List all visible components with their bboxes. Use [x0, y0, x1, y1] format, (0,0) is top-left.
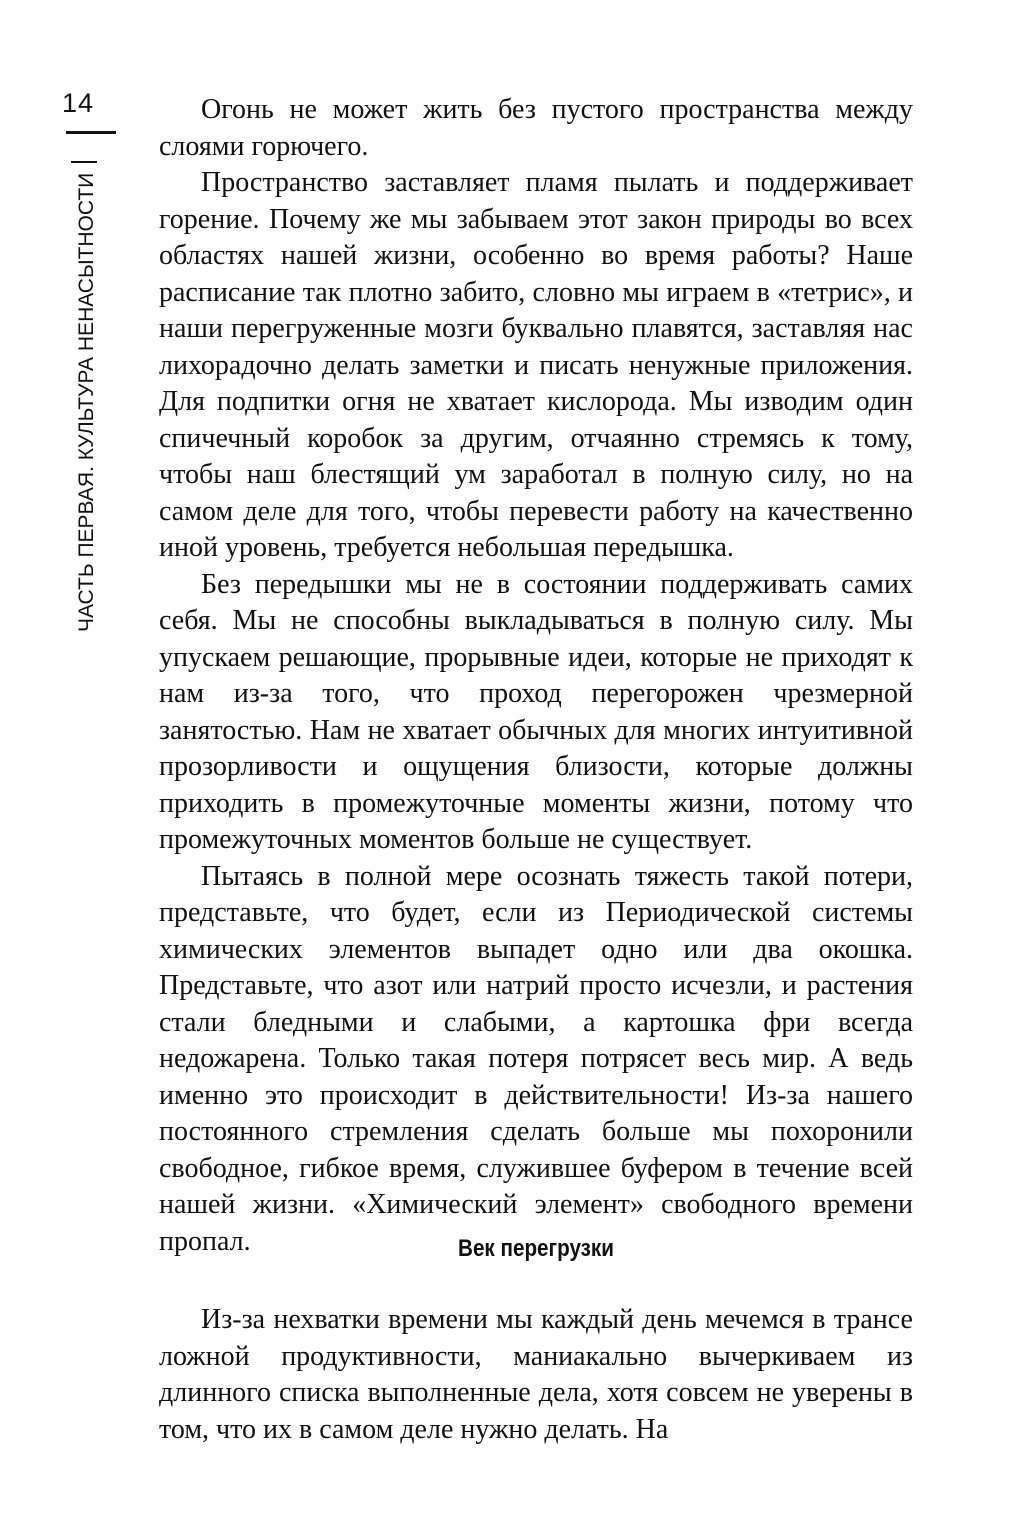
- page-number: 14: [62, 88, 95, 118]
- paragraph: Пытаясь в полной мере осознать тяжесть такой потери, представьте, что будет, если из Периодической системы химических элементов выпадет одно или два окошка. Представьте, что азот или натрий просто исчезли, и растения стали бледными и слабыми, а картошка фри всегда недожарена. Только такая потеря потрясет весь мир. А ведь именно это происходит в действительности! Из-за нашего постоянного стремления сделать больше мы похоронили свободное, гибкое время, служившее буфером в течение всей нашей жизни. «Химический элемент» свободного времени пропал.: [159, 860, 913, 1257]
- section-text: [159, 1302, 913, 1448]
- paragraph: Без передышки мы не в состоянии поддерживать самих себя. Мы не способны выкладываться в полную силу. Мы упускаем решающие, прорывные идеи, которые не приходят к нам из-за того, что проход перегорожен чрезмерной занятостью. Нам не хватает обычных для многих интуитивной прозорливости и ощущения близости, которые должны приходить в промежуточные моменты жизни, потому что промежуточных моментов больше не существует.: [159, 568, 913, 855]
- paragraph: Огонь не может жить без пустого пространства между слоями горючего.: [159, 94, 913, 162]
- paragraph: Пространство заставляет пламя пылать и поддерживает горение. Почему же мы забываем этот закон природы во всех областях нашей жизни, особенно во время работы? Наше расписание так плотно забито, словно мы играем в «тетрис», и наши перегруженные мозги буквально плавятся, заставляя нас лихорадочно делать заметки и писать ненужные приложения. Для подпитки огня не хватает кислорода. Мы изводим один спичечный коробок за другим, отчаянно стремясь к тому, чтобы наш блестящий ум заработал в полную силу, но на самом деле для того, чтобы перевести работу на качественно иной уровень, требуется небольшая передышка.: [159, 167, 913, 563]
- running-head: ЧАСТЬ ПЕРВАЯ. КУЛЬТУРА НЕНАСЫТНОСТИ: [71, 142, 99, 632]
- body-text: [159, 92, 913, 1260]
- section-heading: Век перегрузки: [458, 1235, 614, 1262]
- paragraph: Из-за нехватки времени мы каждый день мечемся в трансе ложной продуктивности, маниакально вычеркиваем из длинного списка выполненные дела, хотя совсем не уверены в том, что их в самом деле нужно делать. На: [159, 1304, 913, 1445]
- page-number-rule: [66, 131, 116, 134]
